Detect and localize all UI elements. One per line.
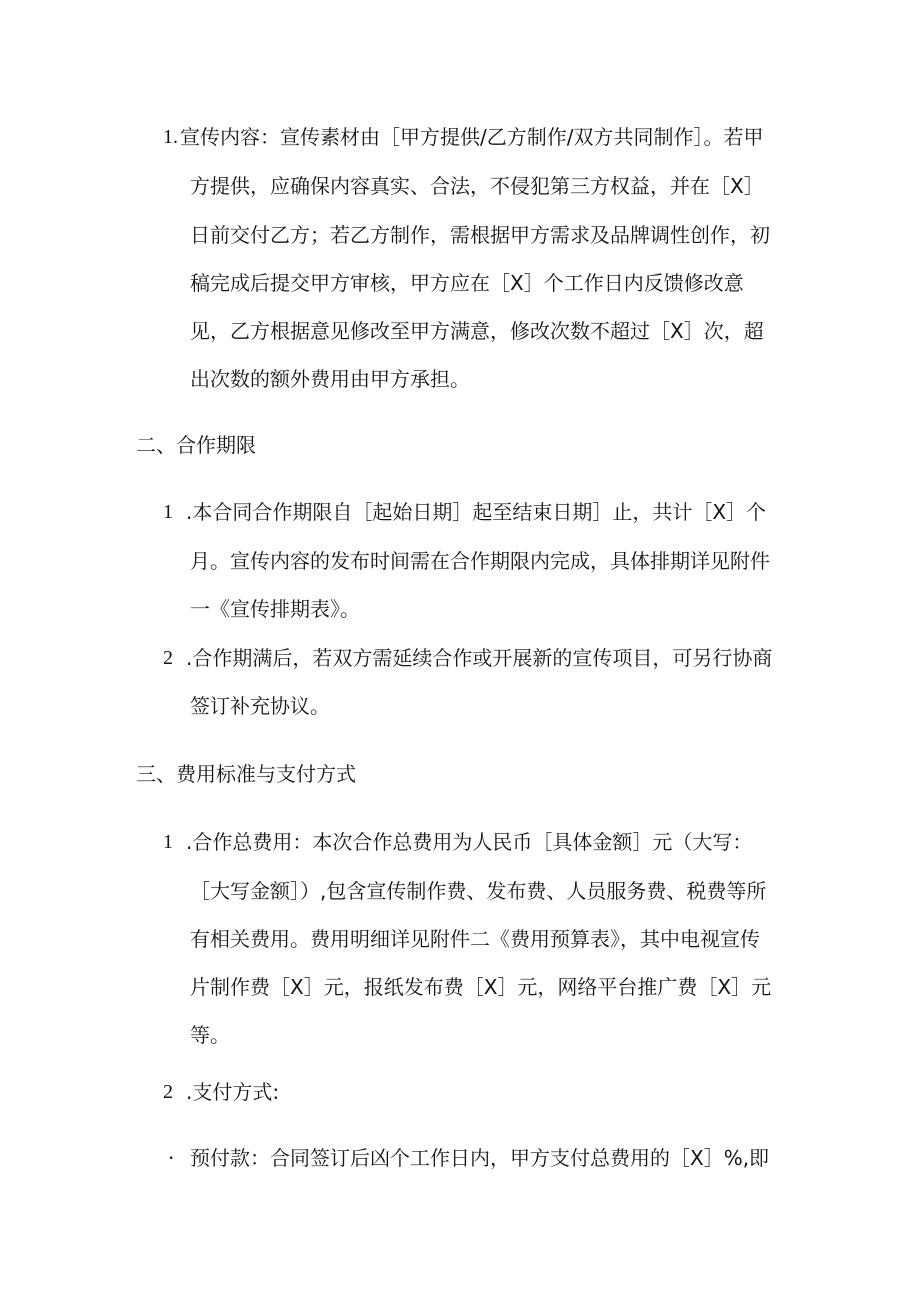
section-heading-term: 二、合作期限 xyxy=(136,433,256,457)
clause-number: 2 xyxy=(163,1081,173,1103)
clause-line: 宣传内容：宣传素材由［甲方提供/乙方制作/双方共同制作］。若甲 xyxy=(180,125,764,149)
clause-number: 1 xyxy=(163,831,173,853)
clause-line: 月。宣传内容的发布时间需在合作期限内完成，具体排期详见附件 xyxy=(190,549,770,573)
clause-line: .支付方式: xyxy=(186,1080,280,1104)
clause-line: 签订补充协议。 xyxy=(190,694,330,718)
clause-line: .本合同合作期限自［起始日期］起至结束日期］止，共计［X］个 xyxy=(186,500,767,524)
clause-line: 日前交付乙方；若乙方制作，需根据甲方需求及品牌调性创作，初 xyxy=(190,223,770,247)
clause-line: ［大写金额］）,包含宣传制作费、发布费、人员服务费、税费等所 xyxy=(190,879,767,903)
clause-line: 等。 xyxy=(190,1023,230,1047)
clause-line: .合作期满后，若双方需延续合作或开展新的宣传项目，可另行协商 xyxy=(186,646,773,670)
bullet-marker: · xyxy=(168,1146,175,1170)
clause-line: 方提供，应确保内容真实、合法，不侵犯第三方权益，并在［X］ xyxy=(190,174,764,198)
clause-number: 1. xyxy=(163,126,178,148)
clause-line: 有相关费用。费用明细详见附件二《费用预算表》，其中电视宣传 xyxy=(190,927,760,951)
clause-line: .合作总费用：本次合作总费用为人民币［具体金额］元（大写： xyxy=(186,830,753,854)
clause-line: 片制作费［X］元，报纸发布费［X］元，网络平台推广费［X］元 xyxy=(190,975,772,999)
section-heading-fees: 三、费用标准与支付方式 xyxy=(136,762,356,786)
clause-line: 预付款：合同签订后凶个工作日内，甲方支付总费用的［X］%,即 xyxy=(190,1146,770,1170)
clause-line: 稿完成后提交甲方审核，甲方应在［X］个工作日内反馈修改意 xyxy=(190,271,744,295)
clause-line: 一《宣传排期表》。 xyxy=(190,597,360,621)
clause-line: 出次数的额外费用由甲方承担。 xyxy=(190,367,470,391)
clause-number: 2 xyxy=(163,647,173,669)
clause-number: 1 xyxy=(163,501,173,523)
clause-line: 见，乙方根据意见修改至甲方满意，修改次数不超过［X］次，超 xyxy=(190,319,764,343)
